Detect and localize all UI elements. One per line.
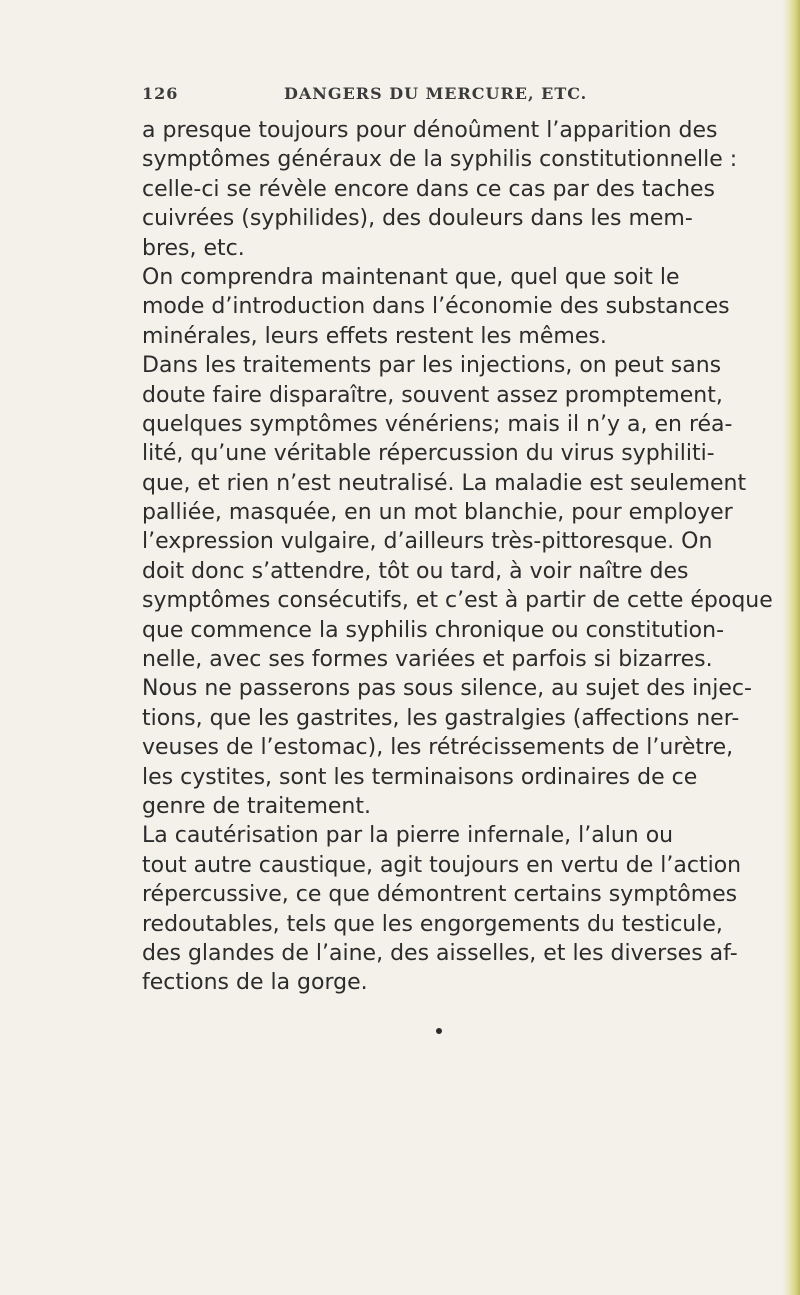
text-line: Dans les traitements par les injections, on peut sans bbox=[142, 353, 722, 379]
text-line: tions, que les gastrites, les gastralgies (affections ner- bbox=[142, 705, 740, 731]
text-line: des glandes de l’aine, des aisselles, et les diverses af- bbox=[142, 940, 738, 966]
text-line: cuivrées (syphilides), des douleurs dans les mem- bbox=[142, 206, 693, 232]
text-line: La cautérisation par la pierre infernale, l’alun ou bbox=[142, 823, 674, 849]
text-line: redoutables, tels que les engorgements du testicule, bbox=[142, 911, 723, 937]
text-line: que, et rien n’est neutralisé. La maladie est seulement bbox=[142, 470, 747, 496]
page-number: 126 bbox=[142, 84, 179, 103]
text-line: veuses de l’estomac), les rétrécissements de l’urètre, bbox=[142, 735, 734, 761]
text-line: doute faire disparaître, souvent assez promptement, bbox=[142, 382, 723, 408]
text-line: bres, etc. bbox=[142, 235, 245, 261]
text-line: minérales, leurs effets restent les mêmes. bbox=[142, 323, 607, 349]
text-line: doit donc s’attendre, tôt ou tard, à voir naître des bbox=[142, 558, 689, 584]
text-line: lité, qu’une véritable répercussion du virus syphiliti- bbox=[142, 441, 715, 467]
text-line: genre de traitement. bbox=[142, 793, 371, 819]
text-line: mode d’introduction dans l’économie des substances bbox=[142, 294, 730, 320]
running-head bbox=[142, 84, 702, 112]
text-line: quelques symptômes vénériens; mais il n’y a, en réa- bbox=[142, 411, 733, 437]
text-line: que commence la syphilis chronique ou constitution- bbox=[142, 617, 725, 643]
text-line: nelle, avec ses formes variées et parfois si bizarres. bbox=[142, 647, 713, 673]
text-line: les cystites, sont les terminaisons ordinaires de ce bbox=[142, 764, 698, 790]
body-text bbox=[142, 116, 773, 998]
text-line: celle-ci se révèle encore dans ce cas par des taches bbox=[142, 176, 716, 202]
page-edge-shadow bbox=[782, 0, 800, 1295]
running-title: DANGERS DU MERCURE, ETC. bbox=[284, 84, 588, 103]
text-line: tout autre caustique, agit toujours en vertu de l’action bbox=[142, 852, 742, 878]
text-line: palliée, masquée, en un mot blanchie, pour employer bbox=[142, 500, 733, 526]
text-line: fections de la gorge. bbox=[142, 970, 368, 996]
ink-dot bbox=[436, 1028, 442, 1034]
text-line: a presque toujours pour dénoûment l’apparition des bbox=[142, 118, 718, 143]
text-line: Nous ne passerons pas sous silence, au sujet des injec- bbox=[142, 676, 752, 702]
text-line: symptômes consécutifs, et c’est à partir de cette époque bbox=[142, 588, 773, 614]
text-line: répercussive, ce que démontrent certains symptômes bbox=[142, 882, 738, 908]
text-line: l’expression vulgaire, d’ailleurs très-pittoresque. On bbox=[142, 529, 713, 555]
text-line: On comprendra maintenant que, quel que soit le bbox=[142, 264, 680, 290]
text-line: symptômes généraux de la syphilis constitutionnelle : bbox=[142, 147, 738, 173]
